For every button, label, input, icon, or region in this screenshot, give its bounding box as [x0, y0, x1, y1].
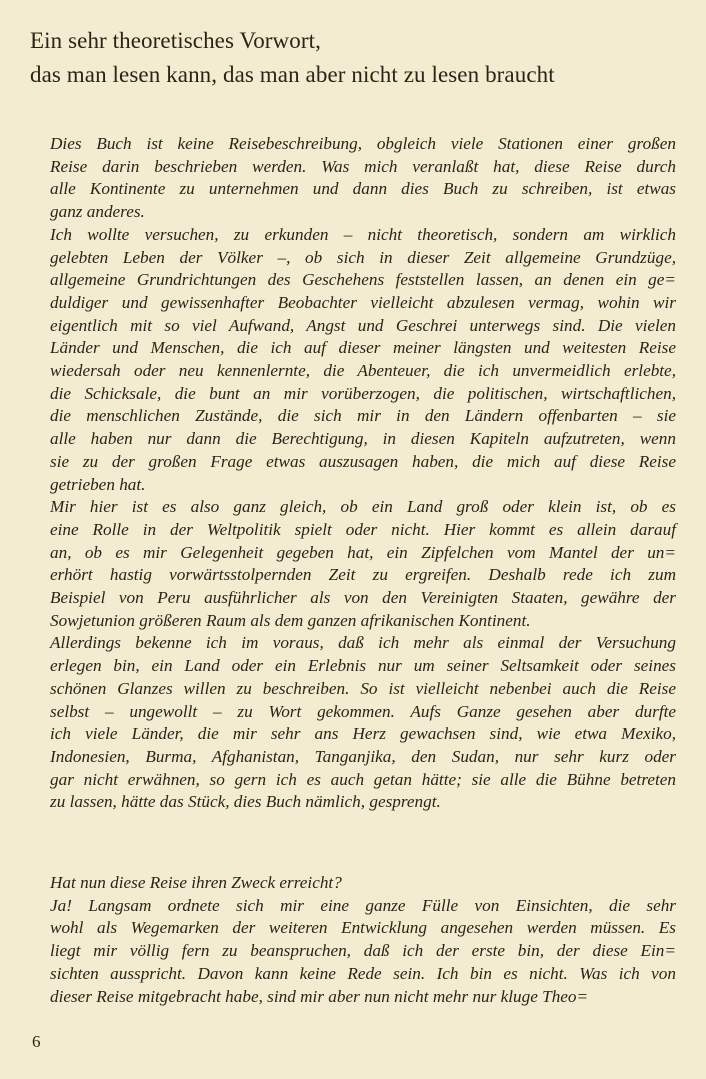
text-line: erhört hastig vorwärtsstolpernden Zeit zu ergreifen. Deshalb rede ich zum	[50, 565, 676, 585]
text-line: Länder und Menschen, die ich auf dieser meiner längsten und weitesten Reise	[50, 338, 676, 358]
text-line: allgemeine Grundrichtungen des Geschehens feststellen lassen, an denen ein ge=	[50, 270, 676, 290]
text-line: an, ob es mir Gelegenheit gegeben hat, ein Zipfelchen vom Mantel der un=	[50, 542, 676, 562]
text-line: duldiger und gewissenhafter Beobachter vielleicht abzulesen vermag, wohin wir	[50, 292, 676, 312]
text-line: Indonesien, Burma, Afghanistan, Tanganjika, den Sudan, nur sehr kurz oder	[50, 746, 676, 766]
text-line: sichten ausspricht. Davon kann keine Rede sein. Ich bin es nicht. Was ich von	[50, 963, 676, 983]
text-line: eine Rolle in der Weltpolitik spielt oder nicht. Hier kommt es allein darauf	[50, 519, 676, 539]
paragraph	[50, 496, 676, 632]
chapter-title-line-2: das man lesen kann, das man aber nicht zu lesen braucht	[30, 62, 555, 87]
text-line: wohl als Wegemarken der weiteren Entwicklung angesehen werden müssen. Es	[50, 918, 676, 938]
text-line: Ich wollte versuchen, zu erkunden – nicht theoretisch, sondern am wirklich	[50, 224, 676, 244]
text-line: ganz anderes.	[50, 202, 145, 222]
paragraph	[50, 895, 676, 1009]
paragraph	[50, 133, 676, 224]
chapter-title	[30, 24, 555, 92]
chapter-title-line-1: Ein sehr theoretisches Vorwort,	[30, 28, 321, 53]
text-line: Dies Buch ist keine Reisebeschreibung, obgleich viele Stationen einer großen	[50, 134, 676, 153]
text-line: wiedersah oder neu kennenlernte, die Abenteuer, die ich unvermeidlich erlebte,	[50, 361, 676, 381]
paragraph	[50, 872, 676, 895]
body-section-1	[50, 133, 676, 814]
text-line: ich viele Länder, die mir sehr ans Herz gewachsen sind, wie etwa Mexiko,	[50, 724, 676, 744]
text-line: Sowjetunion größeren Raum als dem ganzen afrikanischen Kontinent.	[50, 610, 531, 630]
text-line: Ja! Langsam ordnete sich mir eine ganze Fülle von Einsichten, die sehr	[50, 895, 676, 915]
text-line: alle Kontinente zu unternehmen und dann dies Buch zu schreiben, ist etwas	[50, 179, 676, 199]
text-line: gar nicht erwähnen, so gern ich es auch getan hätte; sie alle die Bühne betreten	[50, 769, 676, 789]
text-line: liegt mir völlig fern zu beanspruchen, daß ich der erste bin, der diese Ein=	[50, 941, 676, 961]
text-line: die menschlichen Zustände, die sich mir in den Ländern offenbarten – sie	[50, 406, 676, 426]
text-line: die Schicksale, die bunt an mir vorüberzogen, die politischen, wirtschaftlichen,	[50, 383, 676, 403]
text-line: Allerdings bekenne ich im voraus, daß ich mehr als einmal der Versuchung	[50, 633, 676, 653]
text-line: schönen Glanzes willen zu beschreiben. So ist vielleicht nebenbei auch die Reise	[50, 678, 676, 698]
text-line: Reise darin beschrieben werden. Was mich veranlaßt hat, diese Reise durch	[50, 156, 676, 176]
text-line: getrieben hat.	[50, 474, 146, 494]
text-line: erlegen bin, ein Land oder ein Erlebnis nur um seiner Seltsamkeit oder seines	[50, 656, 676, 676]
text-line: zu lassen, hätte das Stück, dies Buch nämlich, gesprengt.	[50, 792, 441, 812]
text-line: alle haben nur dann die Berechtigung, in diesen Kapiteln aufzutreten, wenn	[50, 429, 676, 449]
body-section-2	[50, 872, 676, 1008]
text-line: Hat nun diese Reise ihren Zweck erreicht?	[50, 873, 342, 892]
paragraph	[50, 224, 676, 496]
text-line: Mir hier ist es also ganz gleich, ob ein Land groß oder klein ist, ob es	[50, 497, 676, 517]
text-line: dieser Reise mitgebracht habe, sind mir aber nun nicht mehr nur kluge Theo=	[50, 986, 589, 1006]
text-line: sie zu der großen Frage etwas auszusagen haben, die mich auf diese Reise	[50, 451, 676, 471]
text-line: gelebten Leben der Völker –, ob sich in dieser Zeit allgemeine Grundzüge,	[50, 247, 676, 267]
text-line: selbst – ungewollt – zu Wort gekommen. Aufs Ganze gesehen aber durfte	[50, 701, 676, 721]
page-number: 6	[32, 1032, 41, 1051]
text-line: eigentlich mit so viel Aufwand, Angst und Geschrei unterwegs sind. Die vielen	[50, 315, 676, 335]
paragraph	[50, 632, 676, 814]
text-line: Beispiel von Peru ausführlicher als von den Vereinigten Staaten, gewähre der	[50, 588, 676, 608]
